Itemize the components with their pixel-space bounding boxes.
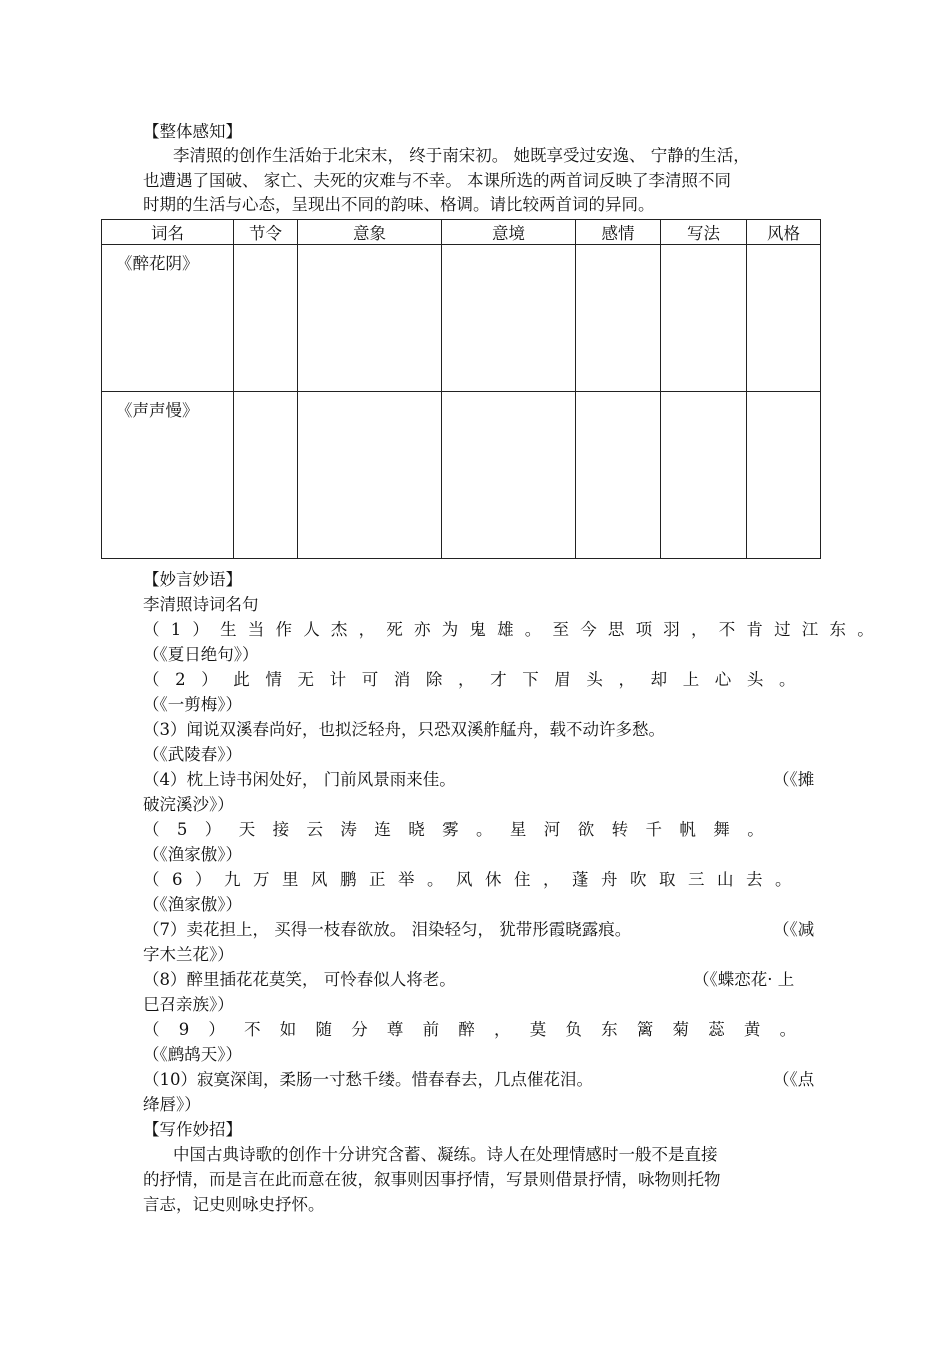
- quote-source-1: （《夏日绝句》）: [143, 645, 259, 664]
- answer-cell[interactable]: [747, 245, 821, 392]
- quote-source-3: （《武陵春》）: [143, 745, 242, 764]
- header-cell: 节令: [234, 220, 298, 245]
- header-cell: 感情: [576, 220, 661, 245]
- table-row: [102, 392, 821, 559]
- quote-source-2: （《一剪梅》）: [143, 695, 242, 714]
- table-header-row: [102, 220, 821, 245]
- header-cell: 意境: [442, 220, 576, 245]
- answer-cell[interactable]: [576, 392, 661, 559]
- header-cell: 写法: [661, 220, 747, 245]
- quote-source-10a: （《点: [773, 1070, 815, 1089]
- quote-4: （4）枕上诗书闲处好， 门前风景雨来佳。: [143, 770, 456, 789]
- quote-7: （7）卖花担上， 买得一枝春欲放。 泪染轻匀， 犹带彤霞晓露痕。: [143, 920, 632, 939]
- writing-heading: 【写作妙招】: [143, 1120, 242, 1139]
- answer-cell[interactable]: [661, 392, 747, 559]
- quote-10: （10）寂寞深闺，柔肠一寸愁千缕。惜春春去，几点催花泪。: [143, 1070, 593, 1089]
- quote-9: （9）不如随分尊前醉，莫负东篱菊蕊黄。: [143, 1020, 816, 1039]
- poem-name-cell: 《醉花阴》: [102, 245, 234, 392]
- quote-source-7a: （《减: [773, 920, 815, 939]
- overview-line-1: 李清照的创作生活始于北宋末， 终于南宋初。 她既享受过安逸、 宁静的生活，: [173, 146, 750, 165]
- answer-cell[interactable]: [298, 392, 442, 559]
- quote-8: （8）醉里插花花莫笑， 可怜春似人将老。: [143, 970, 456, 989]
- quote-source-4a: （《摊: [773, 770, 815, 789]
- quote-source-4b: 破浣溪沙》）: [143, 795, 234, 814]
- quote-source-10b: 绛唇》）: [143, 1095, 201, 1114]
- header-cell: 风格: [747, 220, 821, 245]
- quote-source-7b: 字木兰花》）: [143, 945, 234, 964]
- quote-5: （5）天接云涛连晓雾。星河欲转千帆舞。: [143, 820, 782, 839]
- answer-cell[interactable]: [442, 392, 576, 559]
- overview-heading: 【整体感知】: [143, 122, 242, 141]
- writing-line-3: 言志，记史则咏史抒怀。: [143, 1195, 325, 1214]
- writing-line-1: 中国古典诗歌的创作十分讲究含蓄、凝练。诗人在处理情感时一般不是直接: [173, 1145, 718, 1164]
- writing-line-2: 的抒情，而是言在此而意在彼，叙事则因事抒情，写景则借景抒情，咏物则托物: [143, 1170, 721, 1189]
- quote-6: （6）九万里风鹏正举。风休住，蓬舟吹取三山去。: [143, 870, 804, 889]
- answer-cell[interactable]: [234, 245, 298, 392]
- quotes-subheading: 李清照诗词名句: [143, 595, 259, 614]
- answer-cell[interactable]: [234, 392, 298, 559]
- quotes-heading: 【妙言妙语】: [143, 570, 242, 589]
- answer-cell[interactable]: [576, 245, 661, 392]
- quote-source-8a: （《蝶恋花· 上: [693, 970, 795, 989]
- table-row: [102, 245, 821, 392]
- answer-cell[interactable]: [661, 245, 747, 392]
- header-cell: 意象: [298, 220, 442, 245]
- overview-line-3: 时期的生活与心态，呈现出不同的韵味、格调。请比较两首词的异同。: [143, 195, 655, 214]
- quote-source-5: （《渔家傲》）: [143, 845, 242, 864]
- quote-1: （1）生当作人杰，死亦为鬼雄。至今思项羽，不肯过江东。: [143, 620, 885, 639]
- answer-cell[interactable]: [747, 392, 821, 559]
- quote-source-9: （《鹧鸪天》）: [143, 1045, 242, 1064]
- quote-source-6: （《渔家傲》）: [143, 895, 242, 914]
- quote-2: （2）此情无计可消除，才下眉头，却上心头。: [143, 670, 812, 689]
- poem-name-cell: 《声声慢》: [102, 392, 234, 559]
- comparison-table: [101, 219, 821, 559]
- overview-line-2: 也遭遇了国破、 家亡、夫死的灾难与不幸。 本课所选的两首词反映了李清照不同: [143, 171, 731, 190]
- quote-3: （3）闻说双溪春尚好，也拟泛轻舟，只恐双溪舴艋舟，载不动许多愁。: [143, 720, 665, 739]
- header-cell: 词名: [102, 220, 234, 245]
- answer-cell[interactable]: [298, 245, 442, 392]
- quote-source-8b: 巳召亲族》）: [143, 995, 234, 1014]
- answer-cell[interactable]: [442, 245, 576, 392]
